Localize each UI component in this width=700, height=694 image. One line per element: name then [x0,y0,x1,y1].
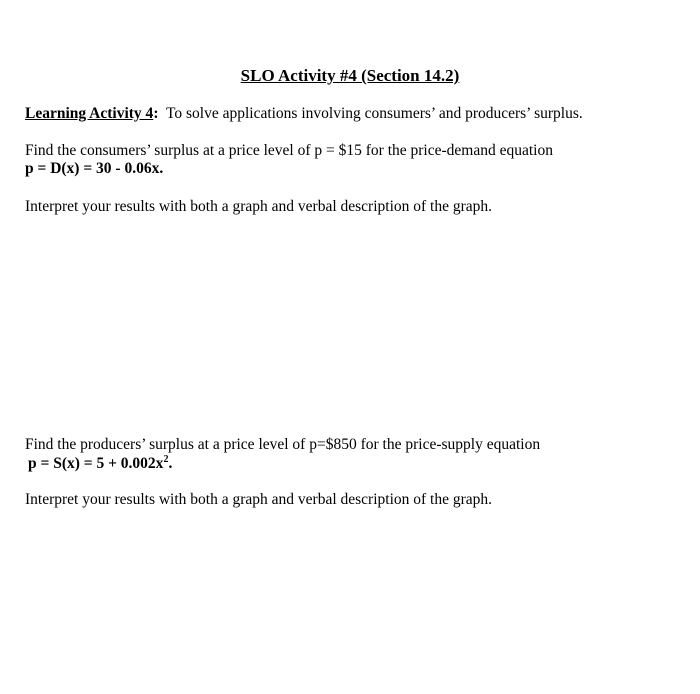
problem1-equation: p = D(x) = 30 - 0.06x. [25,160,164,177]
problem2-interpret: Interpret your results with both a graph and verbal description of the graph. [25,491,493,508]
problem2-equation [28,455,172,473]
problem2-equation-end: . [168,455,173,472]
problem2-statement: Find the producers’ surplus at a price level of p=$850 for the price-supply equation [25,436,541,453]
learning-activity-colon: : [153,105,159,122]
problem1-statement: Find the consumers’ surplus at a price level of p = $15 for the price-demand equation [25,142,553,159]
learning-activity-line [25,105,583,123]
learning-activity-label: Learning Activity 4 [25,105,154,122]
problem1-interpret: Interpret your results with both a graph and verbal description of the graph. [25,198,493,215]
page-title: SLO Activity #4 (Section 14.2) [240,66,460,85]
problem2-equation-exponent: 2 [163,453,169,465]
learning-activity-text: To solve applications involving consumers’ and producers’ surplus. [165,105,583,122]
problem2-equation-main: p = S(x) = 5 + 0.002x [28,455,164,472]
